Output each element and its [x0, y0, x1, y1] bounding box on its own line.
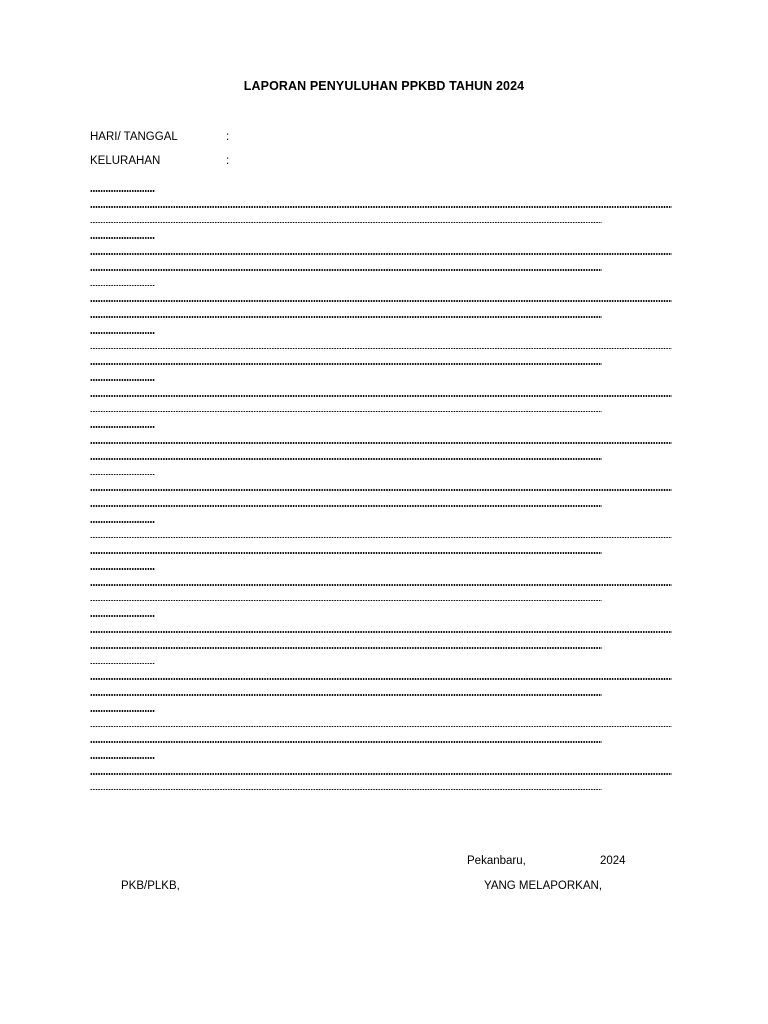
dotted-line-dots	[90, 647, 602, 649]
dotted-line	[90, 478, 672, 494]
dotted-line-dots	[90, 710, 155, 712]
dotted-line	[90, 746, 672, 762]
dotted-line-dots	[90, 411, 602, 413]
dotted-line-dots	[90, 316, 602, 318]
dotted-line	[90, 573, 672, 589]
dotted-line	[90, 589, 672, 605]
dotted-line	[90, 541, 672, 557]
dotted-line-dots	[90, 568, 155, 570]
dotted-line	[90, 415, 672, 431]
dotted-line-dots	[90, 694, 602, 696]
dotted-line-dots	[90, 552, 602, 554]
dotted-line-dots	[90, 363, 602, 365]
dotted-line	[90, 400, 672, 416]
field-separator: :	[226, 131, 230, 143]
dotted-line-dots	[90, 285, 155, 287]
dotted-line	[90, 242, 672, 258]
dotted-line	[90, 305, 672, 321]
dotted-line	[90, 226, 672, 242]
signature-pkb-plkb: PKB/PLKB,	[121, 880, 180, 892]
dotted-line	[90, 447, 672, 463]
dotted-line-dots	[90, 584, 672, 586]
dotted-line-dots	[90, 741, 602, 743]
report-dotted-lines	[90, 179, 672, 793]
dotted-line	[90, 652, 672, 668]
dotted-line	[90, 289, 672, 305]
dotted-line-dots	[90, 663, 155, 665]
dotted-line-dots	[90, 631, 672, 633]
dotted-line	[90, 337, 672, 353]
dotted-line-dots	[90, 489, 672, 491]
dotted-line	[90, 494, 672, 510]
dotted-line-dots	[90, 395, 672, 397]
signature-place: Pekanbaru,	[467, 855, 526, 867]
dotted-line	[90, 636, 672, 652]
dotted-line	[90, 510, 672, 526]
dotted-line-dots	[90, 237, 155, 239]
dotted-line-dots	[90, 726, 672, 728]
dotted-line-dots	[90, 600, 602, 602]
dotted-line-dots	[90, 253, 672, 255]
dotted-line	[90, 730, 672, 746]
dotted-line-dots	[90, 458, 602, 460]
dotted-line	[90, 557, 672, 573]
dotted-line	[90, 620, 672, 636]
dotted-line	[90, 211, 672, 227]
dotted-line	[90, 715, 672, 731]
dotted-line	[90, 667, 672, 683]
field-label: HARI/ TANGGAL	[90, 131, 178, 143]
signature-reporter: YANG MELAPORKAN,	[484, 880, 603, 892]
dotted-line-dots	[90, 537, 672, 539]
dotted-line-dots	[90, 442, 672, 444]
dotted-line	[90, 195, 672, 211]
dotted-line	[90, 274, 672, 290]
dotted-line-dots	[90, 426, 155, 428]
dotted-line-dots	[90, 615, 155, 617]
dotted-line	[90, 778, 672, 794]
dotted-line	[90, 683, 672, 699]
dotted-line-dots	[90, 678, 672, 680]
dotted-line-dots	[90, 379, 155, 381]
dotted-line	[90, 368, 672, 384]
dotted-line	[90, 463, 672, 479]
dotted-line-dots	[90, 222, 602, 224]
dotted-line	[90, 604, 672, 620]
dotted-line-dots	[90, 206, 672, 208]
field-separator: :	[226, 155, 230, 167]
dotted-line-dots	[90, 300, 672, 302]
dotted-line	[90, 431, 672, 447]
dotted-line-dots	[90, 348, 672, 350]
dotted-line-dots	[90, 505, 602, 507]
dotted-line	[90, 762, 672, 778]
dotted-line	[90, 258, 672, 274]
dotted-line	[90, 179, 672, 195]
dotted-line-dots	[90, 332, 155, 334]
field-label: KELURAHAN	[90, 155, 161, 167]
dotted-line	[90, 352, 672, 368]
dotted-line-dots	[90, 190, 155, 192]
dotted-line	[90, 526, 672, 542]
dotted-line-dots	[90, 757, 155, 759]
dotted-line-dots	[90, 474, 155, 476]
dotted-line-dots	[90, 521, 155, 523]
dotted-line	[90, 699, 672, 715]
dotted-line	[90, 321, 672, 337]
dotted-line-dots	[90, 789, 602, 791]
document-title: LAPORAN PENYULUHAN PPKBD TAHUN 2024	[243, 79, 525, 93]
dotted-line-dots	[90, 269, 602, 271]
dotted-line-dots	[90, 773, 672, 775]
signature-year: 2024	[600, 855, 626, 867]
dotted-line	[90, 384, 672, 400]
